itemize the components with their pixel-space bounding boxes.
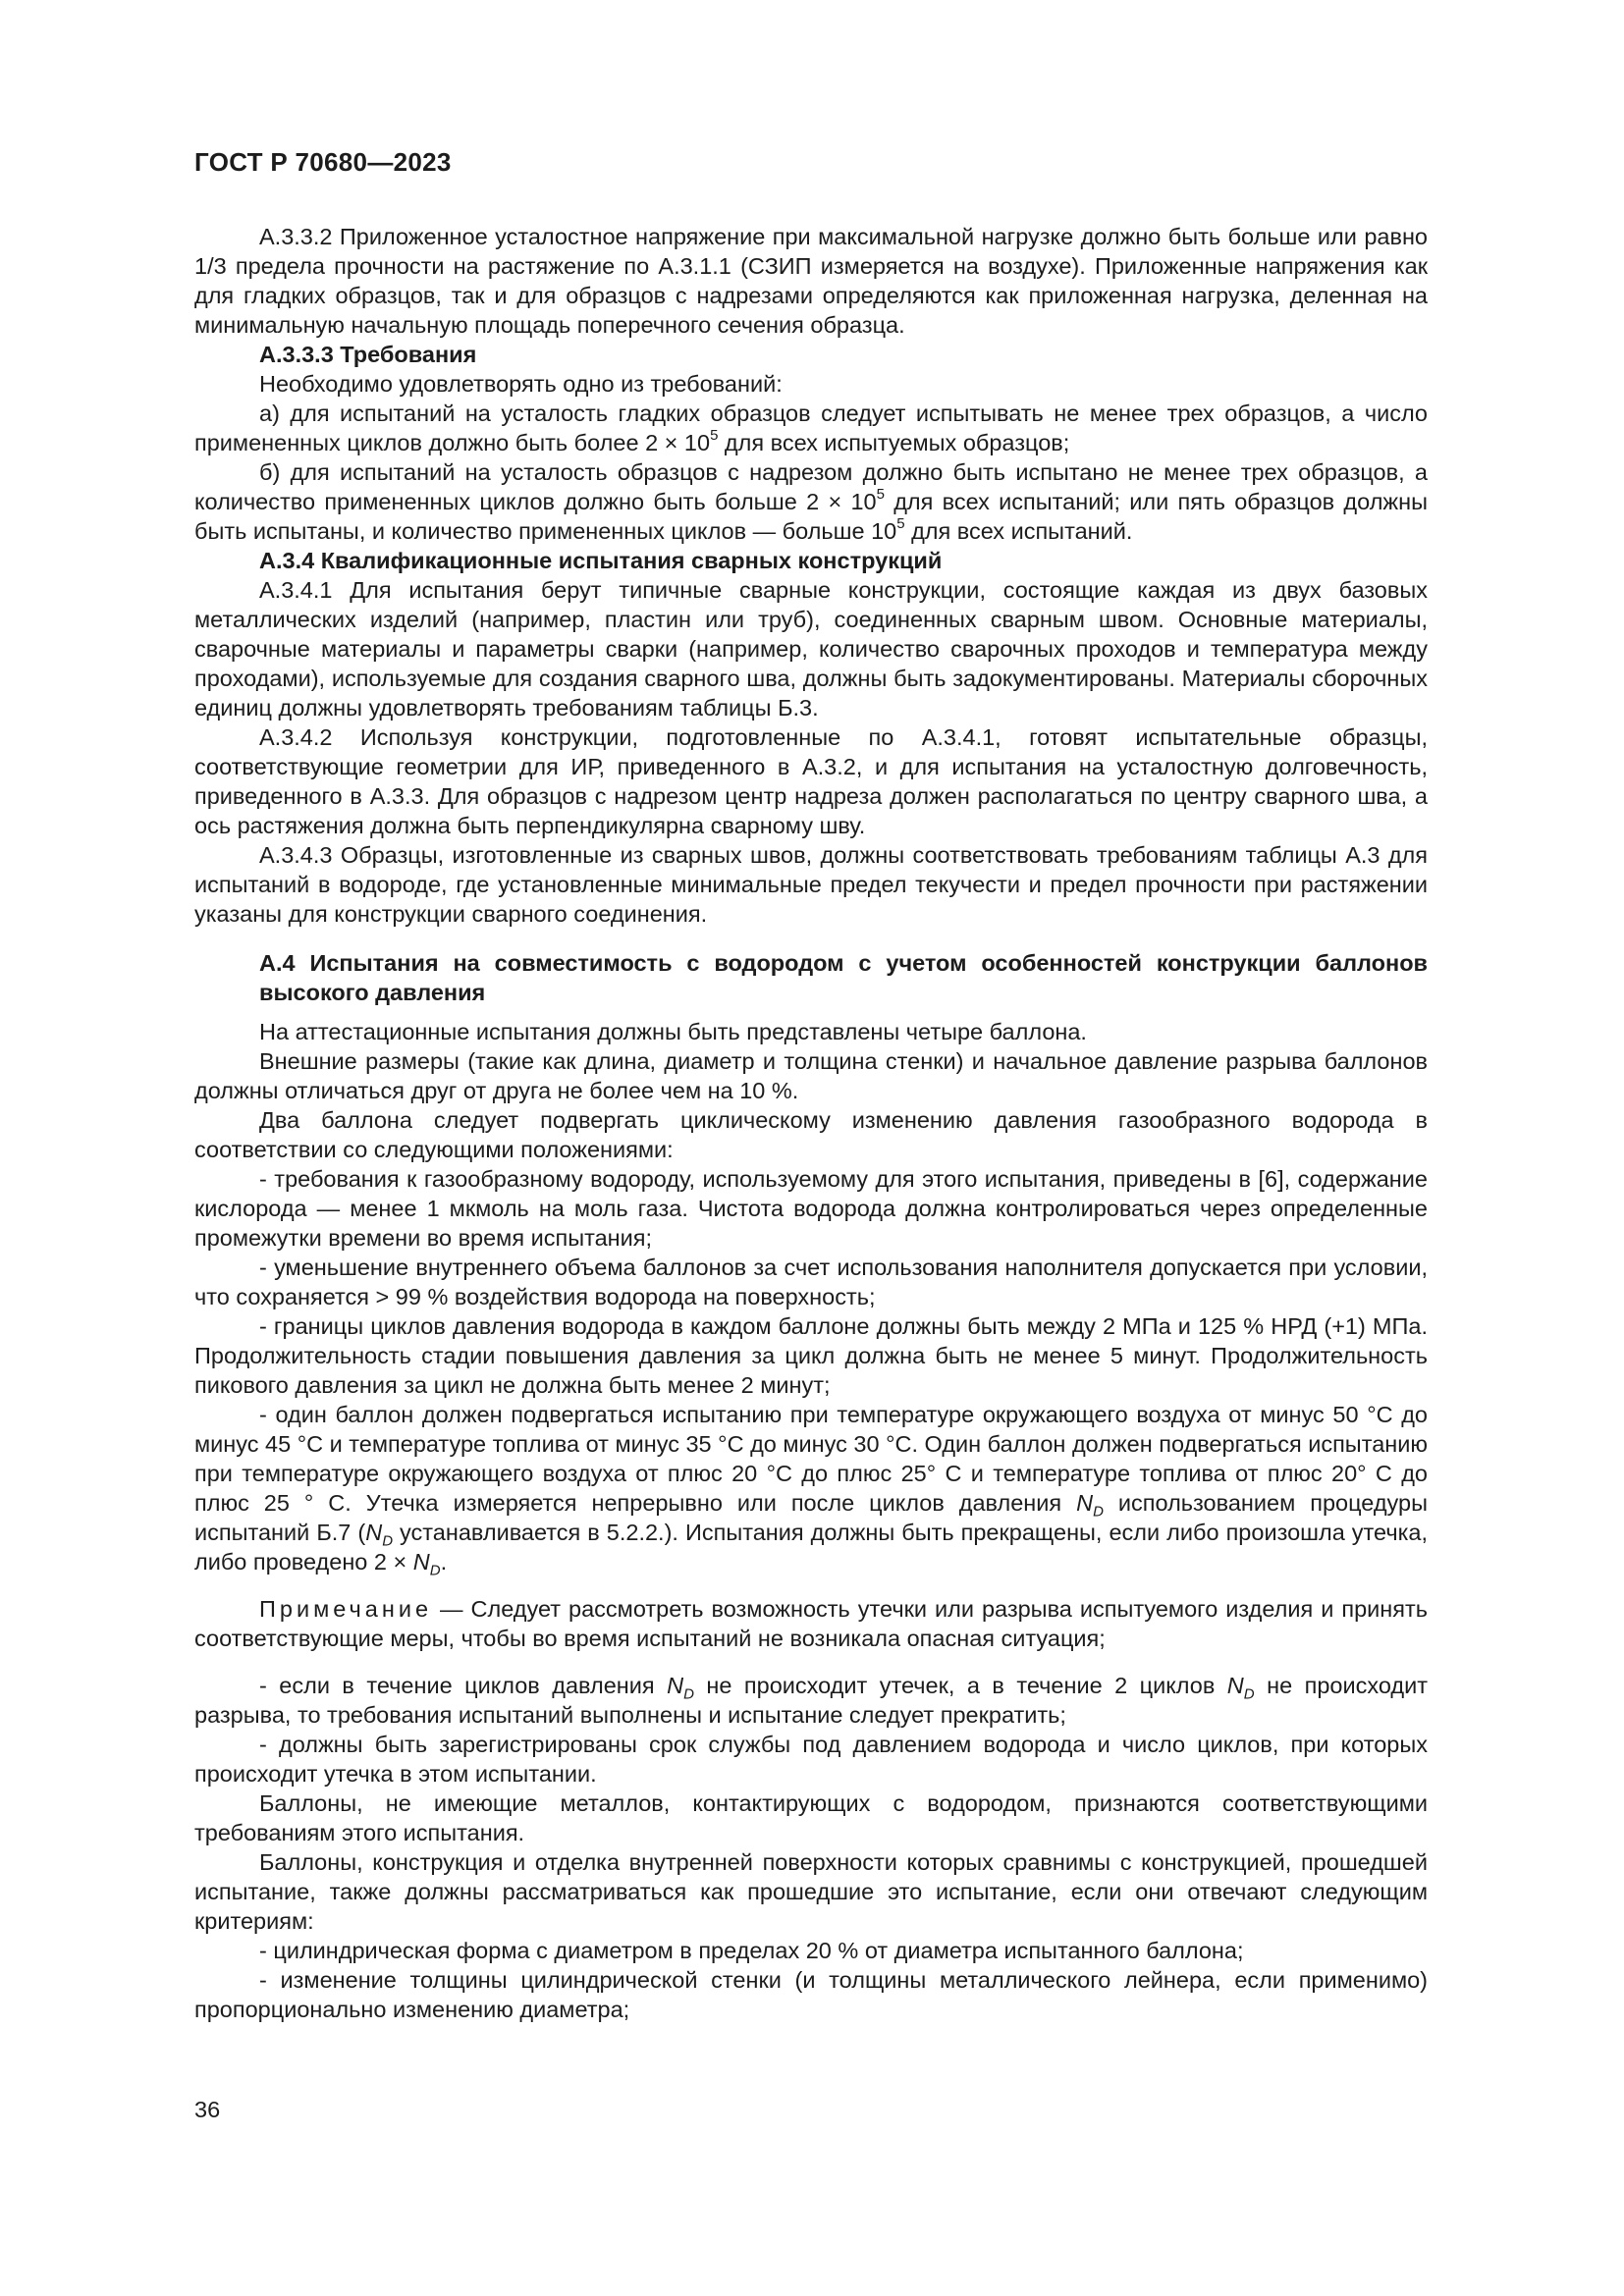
heading-a333: А.3.3.3 Требования bbox=[259, 342, 477, 367]
document-body bbox=[194, 222, 1428, 2024]
requirement-b-text-end: для всех испытаний. bbox=[904, 518, 1133, 544]
requirement-a-exponent: 5 bbox=[710, 427, 719, 445]
nd-symbol: N bbox=[365, 1520, 383, 1545]
page-number: 36 bbox=[194, 2097, 221, 2122]
paragraph-comparable-cylinders: Баллоны, конструкция и отделка внутренней поверхности которых сравнимы с конструкцией, прошедшей испытание, также должны рассматриваться как прошедшие это испытание, если они отвечают следующим критериям: bbox=[194, 1849, 1428, 1934]
requirement-a-text-end: для всех испытуемых образцов; bbox=[718, 430, 1070, 455]
paragraph-a4-cycling: Два баллона следует подвергать циклическому изменению давления газообразного водорода в соответствии со следующими положениями: bbox=[194, 1107, 1428, 1162]
list-item-wall-thickness: - изменение толщины цилиндрической стенки (и толщины металлического лейнера, если применимо) пропорционально изменению диаметра; bbox=[194, 1967, 1428, 2022]
nd-subscript: D bbox=[429, 1562, 441, 1579]
document-code-header: ГОСТ Р 70680—2023 bbox=[194, 147, 452, 177]
nd-symbol: N bbox=[1076, 1490, 1094, 1516]
note bbox=[194, 1594, 1428, 1653]
nd-subscript: D bbox=[683, 1685, 694, 1703]
paragraph-nonmetal-cylinders: Баллоны, не имеющие металлов, контактирующих с водородом, признаются соответствующими требованиям этого испытания. bbox=[194, 1790, 1428, 1845]
heading-a34: А.3.4 Квалификационные испытания сварных конструкций bbox=[259, 548, 943, 573]
nd-subscript: D bbox=[382, 1532, 394, 1550]
list-item-hydrogen-requirements: - требования к газообразному водороду, используемому для этого испытания, приведены в [6], содержание кислорода — менее 1 мкмоль на моль газа. Чистота водорода должна контролироваться через определенные промежутки времени во время испытания; bbox=[194, 1166, 1428, 1251]
no-leak-text: - если в течение циклов давления bbox=[259, 1673, 668, 1698]
note-text: — Следует рассмотреть возможность утечки или разрыва испытуемого изделия и принять соответствующие меры, чтобы во время испытаний не возникала опасная ситуация; bbox=[194, 1596, 1428, 1651]
no-leak-text-end: не происходит разрыва, то требования испытаний выполнены и испытание следует прекратить; bbox=[194, 1673, 1428, 1728]
paragraph-requirements-intro: Необходимо удовлетворять одно из требований: bbox=[259, 371, 783, 397]
heading-a4: А.4 Испытания на совместимость с водородом с учетом особенностей конструкции баллонов высокого давления bbox=[259, 950, 1428, 1005]
temperature-text-end: . bbox=[440, 1549, 448, 1575]
requirement-b-exponent-1: 5 bbox=[876, 486, 885, 504]
list-item-pressure-limits: - границы циклов давления водорода в каждом баллоне должны быть между 2 МПа и 125 % НРД (+1) МПа. Продолжительность стадии повышения давления за цикл должна быть не менее 5 минут. Продолжительность пикового давления за цикл не должна быть менее 2 минут; bbox=[194, 1313, 1428, 1398]
paragraph-a343: А.3.4.3 Образцы, изготовленные из сварных швов, должны соответствовать требованиям таблицы А.3 для испытаний в водороде, где установленные минимальные предел текучести и предел прочности при растяжении указаны для конструкции сварного соединения. bbox=[194, 842, 1428, 927]
note-label: Примечание bbox=[259, 1596, 433, 1622]
paragraph-a342: А.3.4.2 Используя конструкции, подготовленные по А.3.4.1, готовят испытательные образцы, соответствующие геометрии для ИР, приведенного в А.3.2, и для испытания на усталостную долговечность, приведенного в А.3.3. Для образцов с надрезом центр надреза должен располагаться по центру сварного шва, а ось растяжения должна быть перпендикулярна сварному шву. bbox=[194, 724, 1428, 838]
nd-symbol: N bbox=[667, 1673, 684, 1698]
requirement-a bbox=[194, 399, 1428, 457]
temperature-text-mid: использованием процедуры испытаний Б.7 ( bbox=[194, 1490, 1428, 1545]
no-leak-text-mid: не происходит утечек, а в течение 2 циклов bbox=[693, 1673, 1227, 1698]
requirement-a-text: а) для испытаний на усталость гладких образцов следует испытывать не менее трех образцов, а число примененных циклов должно быть более 2 × 10 bbox=[194, 400, 1428, 455]
list-item-no-leak bbox=[194, 1671, 1428, 1730]
requirement-b bbox=[194, 457, 1428, 546]
paragraph-a332: А.3.3.2 Приложенное усталостное напряжение при максимальной нагрузке должно быть больше или равно 1/3 предела прочности на растяжение по А.3.1.1 (СЗИП измеряется на воздухе). Приложенные напряжения как для гладких образцов, так и для образцов с надрезами определяются как приложенная нагрузка, деленная на минимальную начальную площадь поперечного сечения образца. bbox=[194, 224, 1428, 338]
nd-symbol: N bbox=[1226, 1673, 1244, 1698]
paragraph-a4-dimensions: Внешние размеры (такие как длина, диаметр и толщина стенки) и начальное давление разрыва баллонов должны отличаться друг от друга не более чем на 10 %. bbox=[194, 1048, 1428, 1103]
list-item-volume-reduction: - уменьшение внутреннего объема баллонов за счет использования наполнителя допускается при условии, что сохраняется > 99 % воздействия водорода на поверхность; bbox=[194, 1255, 1428, 1309]
list-item-temperature-conditions bbox=[194, 1400, 1428, 1579]
requirement-b-text-mid: для всех испытаний; или пять образцов должны быть испытаны, и количество примененных циклов — больше 10 bbox=[194, 489, 1428, 544]
list-item-registration: - должны быть зарегистрированы срок службы под давлением водорода и число циклов, при которых происходит утечка в этом испытании. bbox=[194, 1732, 1428, 1787]
temperature-text-mid: устанавливается в 5.2.2.). Испытания должны быть прекращены, если либо произошла утечка, либо проведено 2 × bbox=[194, 1520, 1428, 1575]
requirement-b-exponent-2: 5 bbox=[896, 515, 905, 533]
list-item-cylindrical-shape: - цилиндрическая форма с диаметром в пределах 20 % от диаметра испытанного баллона; bbox=[259, 1938, 1244, 1963]
requirement-b-text: б) для испытаний на усталость образцов с надрезом должно быть испытано не менее трех образцов, а количество примененных циклов должно быть больше 2 × 10 bbox=[194, 459, 1428, 514]
temperature-text: - один баллон должен подвергаться испытанию при температуре окружающего воздуха от минус 50 °С до минус 45 °С и температуре топлива от минус 35 °С до минус 30 °С. Один баллон должен подвергаться испытанию при температуре окружающего воздуха от плюс 20 °С до плюс 25° С и температуре топлива от плюс 20° С до плюс 25 ° С. Утечка измеряется непрерывно или после циклов давления bbox=[194, 1402, 1428, 1516]
nd-symbol: N bbox=[412, 1549, 430, 1575]
nd-subscript: D bbox=[1243, 1685, 1255, 1703]
paragraph-a4-intro: На аттестационные испытания должны быть представлены четыре баллона. bbox=[259, 1019, 1087, 1044]
paragraph-a341: А.3.4.1 Для испытания берут типичные сварные конструкции, состоящие каждая из двух базовых металлических изделий (например, пластин или труб), соединенных сварным швом. Основные материалы, сварочные материалы и параметры сварки (например, количество сварочных проходов и температура между проходами), используемые для создания сварного шва, должны быть задокументированы. Материалы сборочных единиц должны удовлетворять требованиям таблицы Б.3. bbox=[194, 577, 1428, 721]
nd-subscript: D bbox=[1093, 1503, 1104, 1521]
